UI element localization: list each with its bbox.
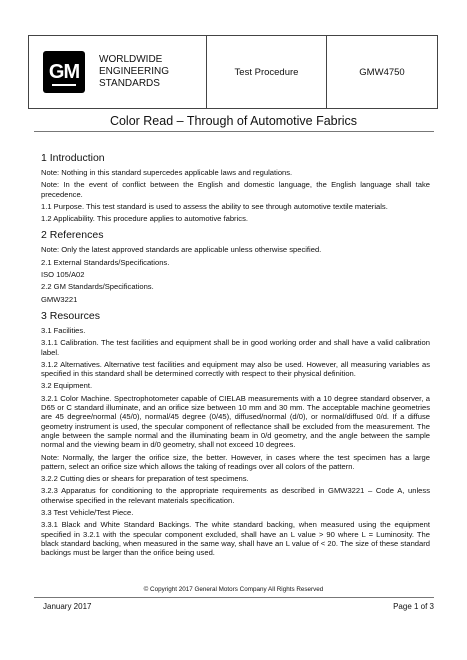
section-heading: 3 Resources <box>41 309 100 322</box>
paragraph: 3.2.2 Cutting dies or shears for preparation of test specimens. <box>41 474 249 484</box>
paragraph: ISO 105/A02 <box>41 270 85 280</box>
section-heading: 2 References <box>41 229 104 242</box>
paragraph: 2.1 External Standards/Specifications. <box>41 257 170 267</box>
paragraph: Note: In the event of conflict between the English and domestic language, the English language shall take precedence. <box>41 180 430 199</box>
paragraph: 3.2.1 Color Machine. Spectrophotometer capable of CIELAB measurements with a 10 degree standard observer, a D65 or C standard illuminate, and an orifice size between 10 mm and 30 mm. The acceptable machine geometries are 45 degree/normal (45/0), normal/45 degree (0/45), diffused/normal (d/0), or normal/diffused 0/d. If a diffuse geometry instrument is used, the specular component of reflectance shall be excluded from the measurement. The angle between the sample normal and the illuminating beam in 0/d geometry, and the angle between the sample normal and the viewing beam in d/0 geometry, shall not exceed 10 degrees. <box>41 393 430 450</box>
footer-divider <box>34 597 434 598</box>
header-logo-cell <box>29 36 207 108</box>
paragraph: 3.1 Facilities. <box>41 325 86 335</box>
paragraph: 3.2.3 Apparatus for conditioning to the appropriate requirements as described in GMW3221 – Code A, unless otherwise specified in the relevant materials specification. <box>41 486 430 505</box>
paragraph: 3.2 Equipment. <box>41 381 93 391</box>
document-body <box>41 152 430 561</box>
paragraph: 3.1.1 Calibration. The test facilities and equipment shall be in good working order and shall have a valid calibration label. <box>41 338 430 357</box>
copyright-notice: © Copyright 2017 General Motors Company All Rights Reserved <box>143 586 324 593</box>
paragraph: 3.3.1 Black and White Standard Backings. The white standard backing, when measured using the equipment specified in 3.2.1 with the specular component excluded, shall have an L value > 90 where L = Luminosity. The black standard backing, when measured in the same way, shall have an L value of < 20. The size of these standard backings must be larger than the orifice being used. <box>41 520 430 558</box>
paragraph: 3.1.2 Alternatives. Alternative test facilities and equipment may also be used. However, all measuring variables as specified in this standard shall be determined correctly with respect to their physical definition. <box>41 359 430 379</box>
paragraph: 2.2 GM Standards/Specifications. <box>41 282 154 292</box>
page-number: Page 1 of 3 <box>393 602 434 611</box>
doc-number: GMW4750 <box>359 66 405 78</box>
paragraph: Note: Only the latest approved standards are applicable unless otherwise specified. <box>41 245 322 255</box>
paragraph: 3.3 Test Vehicle/Test Piece. <box>41 508 134 518</box>
paragraph: 1.2 Applicability. This procedure applies to automotive fabrics. <box>41 214 248 224</box>
gm-logo: GM <box>43 51 85 93</box>
document-title: Color Read – Through of Automotive Fabrics <box>109 114 358 128</box>
doc-type: Test Procedure <box>207 36 327 108</box>
footer-date: January 2017 <box>43 602 92 611</box>
document-header <box>28 35 438 109</box>
org-line-1: WORLDWIDE <box>99 54 163 65</box>
org-line-3: STANDARDS <box>99 78 160 89</box>
title-divider <box>34 131 434 132</box>
paragraph: Note: Normally, the larger the orifice size, the better. However, in cases where the test specimen has a large pattern, select an orifice size which allows the taking of readings over all colors of the pattern. <box>41 452 430 471</box>
paragraph: GMW3221 <box>41 294 78 304</box>
paragraph: Note: Nothing in this standard supercedes applicable laws and regulations. <box>41 168 293 177</box>
paragraph: 1.1 Purpose. This test standard is used to assess the ability to see through automotive textile materials. <box>41 201 388 211</box>
org-name <box>99 54 169 90</box>
section-heading: 1 Introduction <box>41 152 105 164</box>
org-line-2: ENGINEERING <box>99 66 170 77</box>
